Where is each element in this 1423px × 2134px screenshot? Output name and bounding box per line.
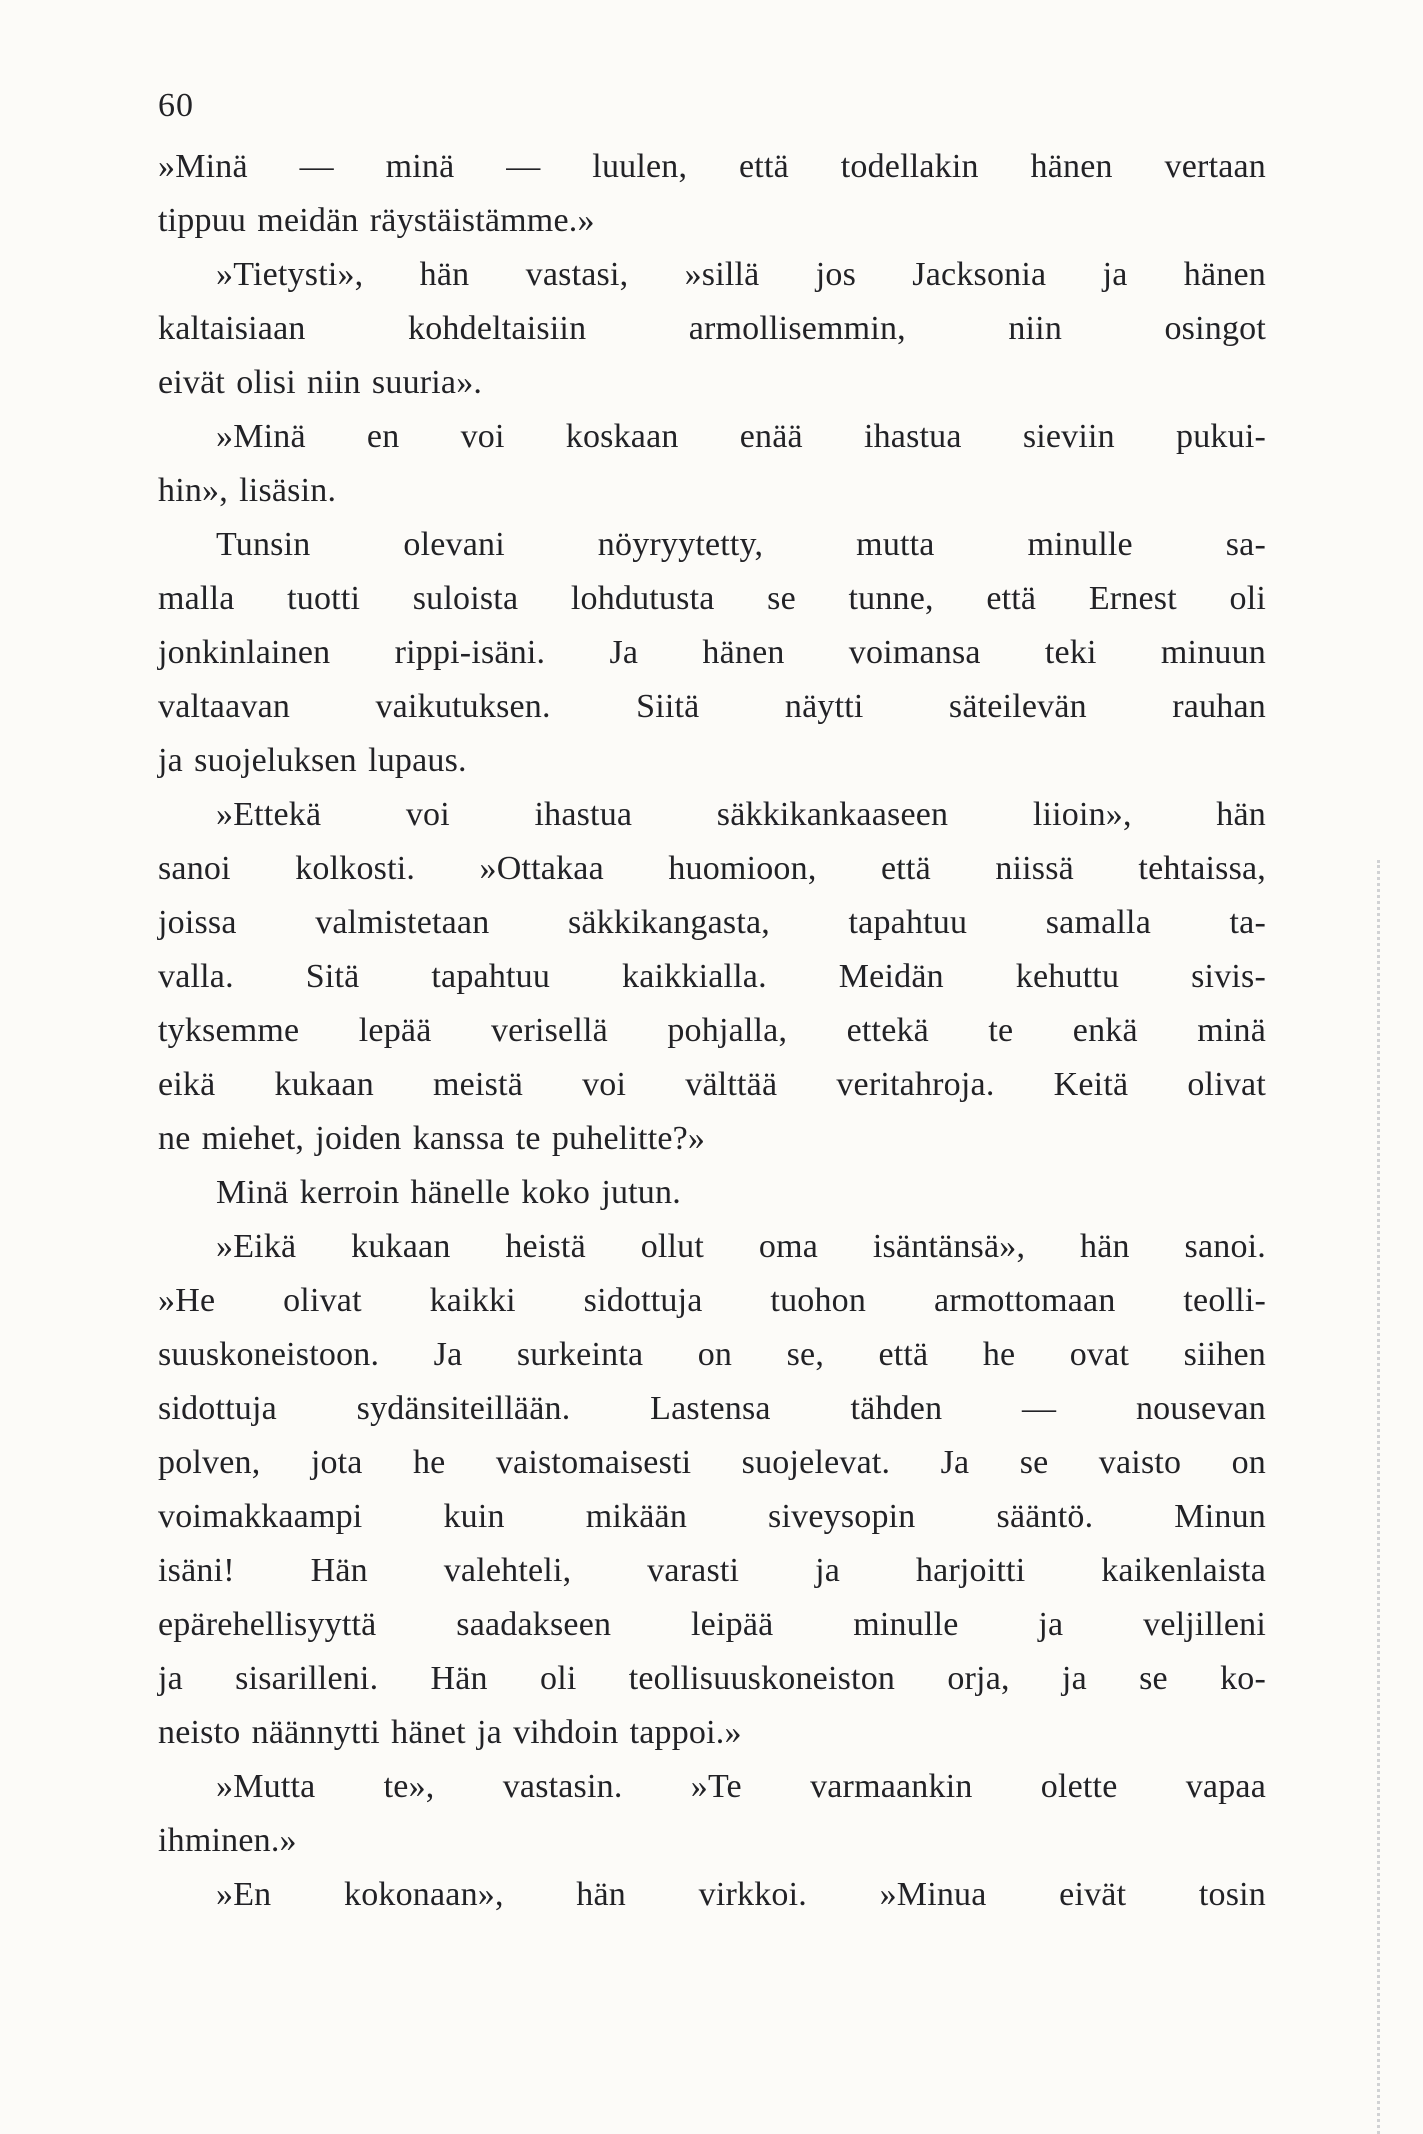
paragraph <box>158 1868 1266 1922</box>
paragraph <box>158 1166 1266 1220</box>
text-line: »Mutta te», vastasin. »Te varmaankin olette vapaa <box>216 1768 1266 1805</box>
paragraph <box>158 410 1266 518</box>
text-line: neisto näännytti hänet ja vihdoin tappoi.» <box>158 1714 742 1751</box>
text-line: valla. Sitä tapahtuu kaikkialla. Meidän kehuttu sivis- <box>158 958 1266 995</box>
text-line: suuskoneistoon. Ja surkeinta on se, että he ovat siihen <box>158 1336 1266 1373</box>
text-line: hin», lisäsin. <box>158 472 337 509</box>
page-number: 60 <box>158 87 194 124</box>
paragraph <box>158 248 1266 410</box>
text-line: »Eikä kukaan heistä ollut oma isäntänsä», hän sanoi. <box>216 1228 1266 1265</box>
text-line: tyksemme lepää verisellä pohjalla, ettekä te enkä minä <box>158 1012 1266 1049</box>
text-line: »Minä en voi koskaan enää ihastua sieviin pukui- <box>216 418 1266 455</box>
text-block <box>158 140 1266 1922</box>
text-line: ja sisarilleni. Hän oli teollisuuskoneiston orja, ja se ko- <box>158 1660 1266 1697</box>
paragraph <box>158 518 1266 788</box>
text-line: valtaavan vaikutuksen. Siitä näytti säteilevän rauhan <box>158 688 1266 725</box>
text-line: »He olivat kaikki sidottuja tuohon armottomaan teolli- <box>158 1282 1266 1319</box>
text-line: ne miehet, joiden kanssa te puhelitte?» <box>158 1120 706 1157</box>
text-line: »En kokonaan», hän virkkoi. »Minua eivät tosin <box>216 1876 1266 1913</box>
text-line: jonkinlainen rippi-isäni. Ja hänen voimansa teki minuun <box>158 634 1266 671</box>
text-line: voimakkaampi kuin mikään siveysopin sääntö. Minun <box>158 1498 1266 1535</box>
text-line: »Minä — minä — luulen, että todellakin hänen vertaan <box>158 148 1266 185</box>
text-line: eikä kukaan meistä voi välttää veritahroja. Keitä olivat <box>158 1066 1266 1103</box>
text-line: eivät olisi niin suuria». <box>158 364 483 401</box>
paragraph <box>158 788 1266 1166</box>
text-line: sidottuja sydänsiteillään. Lastensa tähden — nousevan <box>158 1390 1266 1427</box>
text-line: epärehellisyyttä saadakseen leipää minulle ja veljilleni <box>158 1606 1266 1643</box>
text-line: malla tuotti suloista lohdutusta se tunne, että Ernest oli <box>158 580 1266 617</box>
text-line: »Tietysti», hän vastasi, »sillä jos Jacksonia ja hänen <box>216 256 1266 293</box>
scan-artifact-dotted-line <box>1377 860 1380 2134</box>
paragraph <box>158 1760 1266 1868</box>
text-line: sanoi kolkosti. »Ottakaa huomioon, että niissä tehtaissa, <box>158 850 1266 887</box>
text-line: Tunsin olevani nöyryytetty, mutta minulle sa- <box>216 526 1266 563</box>
text-line: polven, jota he vaistomaisesti suojelevat. Ja se vaisto on <box>158 1444 1266 1481</box>
paragraph <box>158 140 1266 248</box>
text-line: kaltaisiaan kohdeltaisiin armollisemmin, niin osingot <box>158 310 1266 347</box>
text-line: joissa valmistetaan säkkikangasta, tapahtuu samalla ta- <box>158 904 1266 941</box>
text-line: tippuu meidän räystäistämme.» <box>158 202 595 239</box>
text-line: ihminen.» <box>158 1822 297 1859</box>
text-line: Minä kerroin hänelle koko jutun. <box>216 1174 681 1211</box>
text-line: isäni! Hän valehteli, varasti ja harjoitti kaikenlaista <box>158 1552 1266 1589</box>
paragraph <box>158 1220 1266 1760</box>
text-line: »Ettekä voi ihastua säkkikankaaseen liioin», hän <box>216 796 1266 833</box>
text-line: ja suojeluksen lupaus. <box>158 742 467 779</box>
